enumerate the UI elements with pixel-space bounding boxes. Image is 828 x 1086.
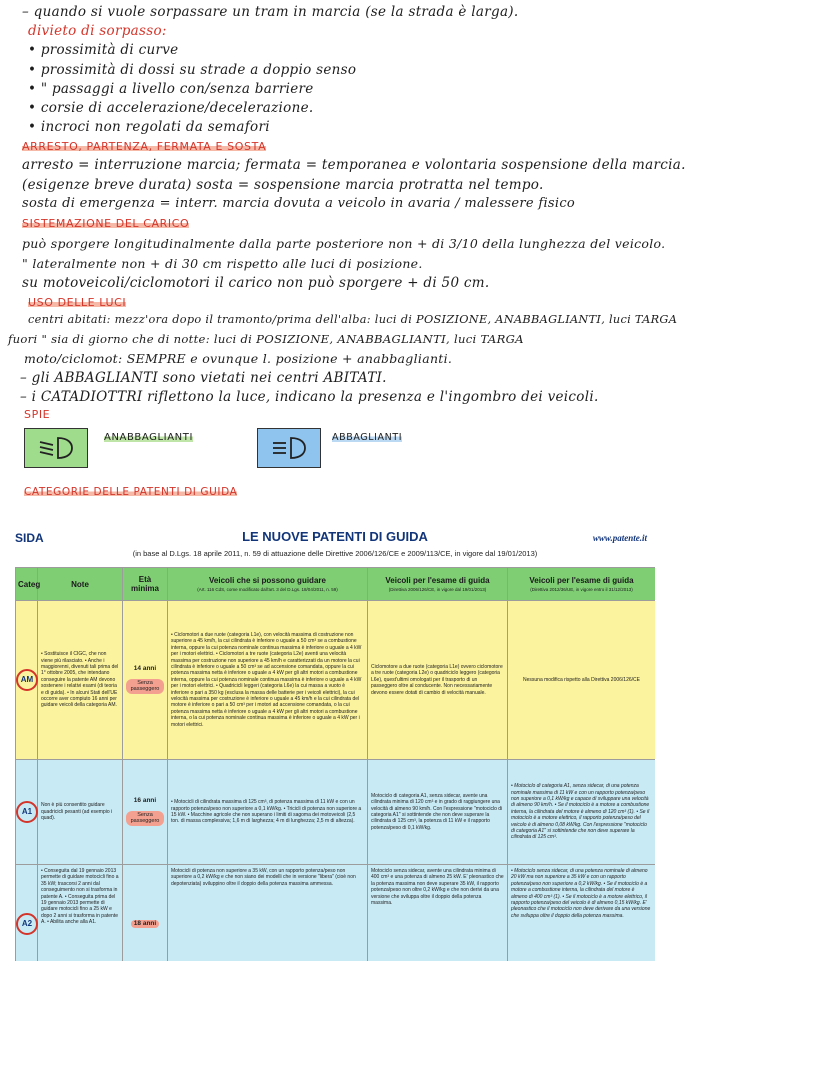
cell-exam-2012: • Motociclo senza sidecar, di una potenza nominale di almeno 20 kW ma non superiore a 35 kW e con un rapporto potenza/peso non superiore a 0,2 kW/kg. • Se il motociclo è a motore a combustione interna, la cilindrata del motore è almeno di 400 cm³ (1). • Se il motociclo è a motore elettrico, il rapporto potenza/peso del veicolo è di almeno 0,15 kW/kg. E' pleonastico che il motociclo non deve derivare da una versione che sviluppa oltre il doppio della potenza massima. — [508, 865, 656, 962]
cell-drive: • Motocicli di cilindrata massima di 125 cm³, di potenza massima di 11 kW e con un rapporto potenza/peso non superiore a 0,1 kW/kg. • Tricicli di potenza non superiore a 15 kW. • Macchine agricole che non superano i limiti di sagoma dei motoveicoli (2,5 ton. di massa complessiva; 1,6 m di larghezza; 4 m di lunghezza; 2,5 m di altezza). — [168, 760, 368, 865]
note-line: può sporgere longitudinalmente dalla parte posteriore non + di 3/10 della lunghezza del veicolo. — [22, 236, 666, 251]
license-table-document — [15, 527, 655, 961]
col-exam-2006: Veicoli per l'esame di guida (Direttiva 2006/126/CE, in vigore dal 19/01/2013) — [368, 568, 508, 601]
cell-drive: Motocicli di potenza non superiore a 35 kW, con un rapporto potenza/peso non superiore a 0,2 kW/kg e che non siano dei modelli che in versione "libera" (cioè non depotenziata) sviluppino oltre il doppio della potenza massima ammessa. — [168, 865, 368, 962]
category-badge-a2: A2 — [16, 913, 38, 935]
note-line: • incroci non regolati da semafori — [28, 119, 270, 135]
document-title: LE NUOVE PATENTI DI GUIDA — [242, 529, 428, 544]
note-line: arresto = interruzione marcia; fermata = temporanea e volontaria sospensione della marcia. — [22, 157, 686, 173]
low-beam-icon — [36, 434, 76, 462]
note-line: • " passaggi a livello con/senza barriere — [28, 81, 314, 97]
note-heading-stops: ARRESTO, PARTENZA, FERMATA E SOSTA — [22, 140, 267, 153]
cell-drive: • Ciclomotori a due ruote (categoria L1e), con velocità massima di costruzione non superiore a 45 km/h, la cui cilindrata è inferiore o uguale a 50 cm³ se a combustione interna, oppure la cui potenza nominale continua massima è inferiore o uguale a 4 kW per i motori elettrici. • Ciclomotori a tre ruote (categoria L2e) aventi una velocità massima per costruzione non superiore a 45 km/h e caratterizzati da un motore la cui cilindrata è inferiore o uguale a 50 cm³ se ad accensione comandata, oppure la cui potenza massima netta è inferiore o uguale a 4 kW per gli altri motori a combustione interna, oppure la cui potenza nominale continua massima è inferiore o uguale a 4 kW per i motori elettrici. • Quadricicli leggeri (categoria L6e) la cui massa a vuoto è inferiore o pari a 350 kg (esclusa la massa delle batterie per i veicoli elettrici), la cui velocità massima per costruzione è inferiore o uguale a 45 km/h e la cui cilindrata del motore è inferiore o pari a 50 cm³ per i motori ad accensione comandata, o la cui potenza massima netta è inferiore o uguale a 4 kW per gli altri motori a combustione interna, o la cui potenza nominale continua massima è inferiore o uguale a 4 kW per i motori elettrici. — [168, 601, 368, 760]
age-note-badge: Senza passeggero — [126, 811, 164, 826]
note-line: • prossimità di curve — [28, 42, 179, 58]
col-drive: Veicoli che si possono guidare (Art. 116 CdS, come modificato dall'art. 3 del D.Lgs. 18/04/2011, n. 59) — [168, 568, 368, 601]
note-line: – i CATADIOTTRI riflettono la luce, indicano la presenza e l'ingombro dei veicoli. — [20, 389, 599, 405]
col-note: Note — [38, 568, 123, 601]
low-beam-lamp — [24, 428, 88, 468]
cell-exam-2012: • Motociclo di categoria A1, senza sidecar, di una potenza nominale massima di 11 kW e con un rapporto potenza/peso non superiore a 0,1 kW/kg e capace di sviluppare una velocità di almeno 90 km/h. • Se il motociclo è a motore a combustione interna, la cilindrata del motore è almeno di 120 cm³ (1). • Se il motociclo è a motore elettrico, il rapporto potenza/peso del veicolo è di almeno 0,08 kW/kg. Con l'espressione "motociclo di categoria A1" si sottintende che non deve superare la cilindrata di 125 cm³. — [508, 760, 656, 865]
high-beam-icon — [269, 434, 309, 462]
note-line: centri abitati: mezz'ora dopo il tramonto/prima dell'alba: luci di POSIZIONE, ANABBAGLIANTI, luci TARGA — [28, 313, 678, 326]
col-exam-2012: Veicoli per l'esame di guida (Direttiva 2012/36/UE, in vigore entro il 31/12/2013) — [508, 568, 656, 601]
sida-logo: SIDA — [15, 531, 44, 545]
document-subtitle: (in base al D.Lgs. 18 aprile 2011, n. 59 di attuazione delle Direttive 2006/126/CE e 2009/113/CE, in vigore dal 19/01/2013) — [132, 549, 538, 558]
note-line: • prossimità di dossi su strade a doppio senso — [28, 62, 357, 78]
cell-note: • Sostituisce il CIGC, che non viene più rilasciato. • Anche i maggiorenni, divenuti tali prima del 1° ottobre 2005, che intendano conseguire la patente AM devono sostenere i relativi esami (di teoria e di guida). • In alcuni Stati dell'UE occorre aver compiuto 16 anni per guidare veicoli della categoria AM. — [38, 601, 123, 760]
col-age: Età minima — [123, 568, 168, 601]
high-beam-lamp — [257, 428, 321, 468]
cell-age: 14 anni — [133, 665, 157, 673]
age-note-badge: Senza passeggero — [126, 679, 164, 694]
cell-note: • Conseguita dal 19 gennaio 2013 permette di guidare motocicli fino a 35 kW; trascorsi 2 anni dal conseguimento non si trasforma in patente A. • Conseguita prima del 19 gennaio 2013 permette di guidare motocicli fino a 25 kW e dopo 2 anni si trasforma in patente A. • Abilita anche alla A1. — [38, 865, 123, 962]
note-line: – gli ABBAGLIANTI sono vietati nei centri ABITATI. — [20, 370, 387, 386]
table-row-a2 — [16, 865, 656, 962]
note-heading-lights: USO DELLE LUCI — [28, 296, 127, 309]
note-line: moto/ciclomot: SEMPRE e ovunque l. posizione + anabbaglianti. — [24, 351, 453, 366]
note-line: • corsie di accelerazione/decelerazione. — [28, 100, 314, 116]
high-beam-label: ABBAGLIANTI — [332, 432, 403, 443]
note-line: sosta di emergenza = interr. marcia dovuta a veicolo in avaria / malessere fisico — [22, 196, 576, 211]
table-row-a1 — [16, 760, 656, 865]
note-line: " lateralmente non + di 30 cm rispetto alle luci di posizione. — [22, 256, 423, 271]
table-row-am — [16, 601, 656, 760]
category-badge-am: AM — [16, 669, 38, 691]
cell-age: 16 anni — [133, 797, 157, 805]
note-heading-warning-lights: SPIE — [24, 408, 51, 421]
cell-exam-2006: Motociclo di categoria A1, senza sidecar, avente una cilindrata minima di 120 cm³ e in grado di raggiungere una velocità di almeno 90 km/h. Con l'espressione "motociclo di categoria A1" si sottintende che non deve superare la cilindrata di 125 cm³, la potenza di 11 kW e il rapporto potenza/peso di 0,1 kW/kg. — [368, 760, 508, 865]
note-line: (esigenze breve durata) sosta = sospensione marcia protratta nel tempo. — [22, 177, 544, 193]
cell-exam-2006: Ciclomotore a due ruote (categoria L1e) ovvero ciclomotore a tre ruote (categoria L2e) o quadriciclo leggero (categoria L6e), quest'ultimi omologati per il trasporto di un passeggero oltre al conducente. Non necessariamente devono essere dotati di cambio di velocità manuale. — [368, 601, 508, 760]
license-table — [15, 567, 655, 961]
cell-note: Non è più consentito guidare quadricicli pesanti (ad esempio i quad). — [38, 760, 123, 865]
cell-exam-2012: Nessuna modifica rispetto alla Direttiva 2006/126/CE — [508, 601, 656, 760]
note-line: – quando si vuole sorpassare un tram in marcia (se la strada è larga). — [22, 4, 519, 20]
table-header-row — [16, 568, 656, 601]
note-heading-no-overtaking: divieto di sorpasso: — [28, 23, 167, 39]
note-line: fuori " sia di giorno che di notte: luci di POSIZIONE, ANABBAGLIANTI, luci TARGA — [8, 332, 524, 346]
col-cat: Categ — [16, 568, 38, 601]
document-header — [15, 527, 655, 567]
cell-exam-2006: Motociclo senza sidecar, avente una cilindrata minima di 400 cm³ e una potenza di almeno 25 kW. E' pleonastico che la potenza massima non deve superare 35 kW, il rapporto potenza/peso non oltre 0,2 kW/kg e che non derivi da una versione che sviluppa oltre il doppio della potenza massima. — [368, 865, 508, 962]
cell-age: 18 anni — [131, 920, 159, 928]
note-line: su motoveicoli/ciclomotori il carico non può sporgere + di 50 cm. — [22, 275, 490, 291]
category-badge-a1: A1 — [16, 801, 38, 823]
note-heading-load: SISTEMAZIONE DEL CARICO — [22, 217, 190, 230]
note-heading-license-categories: CATEGORIE DELLE PATENTI DI GUIDA — [24, 486, 238, 498]
low-beam-label: ANABBAGLIANTI — [104, 432, 193, 443]
website-link[interactable]: www.patente.it — [592, 533, 647, 543]
